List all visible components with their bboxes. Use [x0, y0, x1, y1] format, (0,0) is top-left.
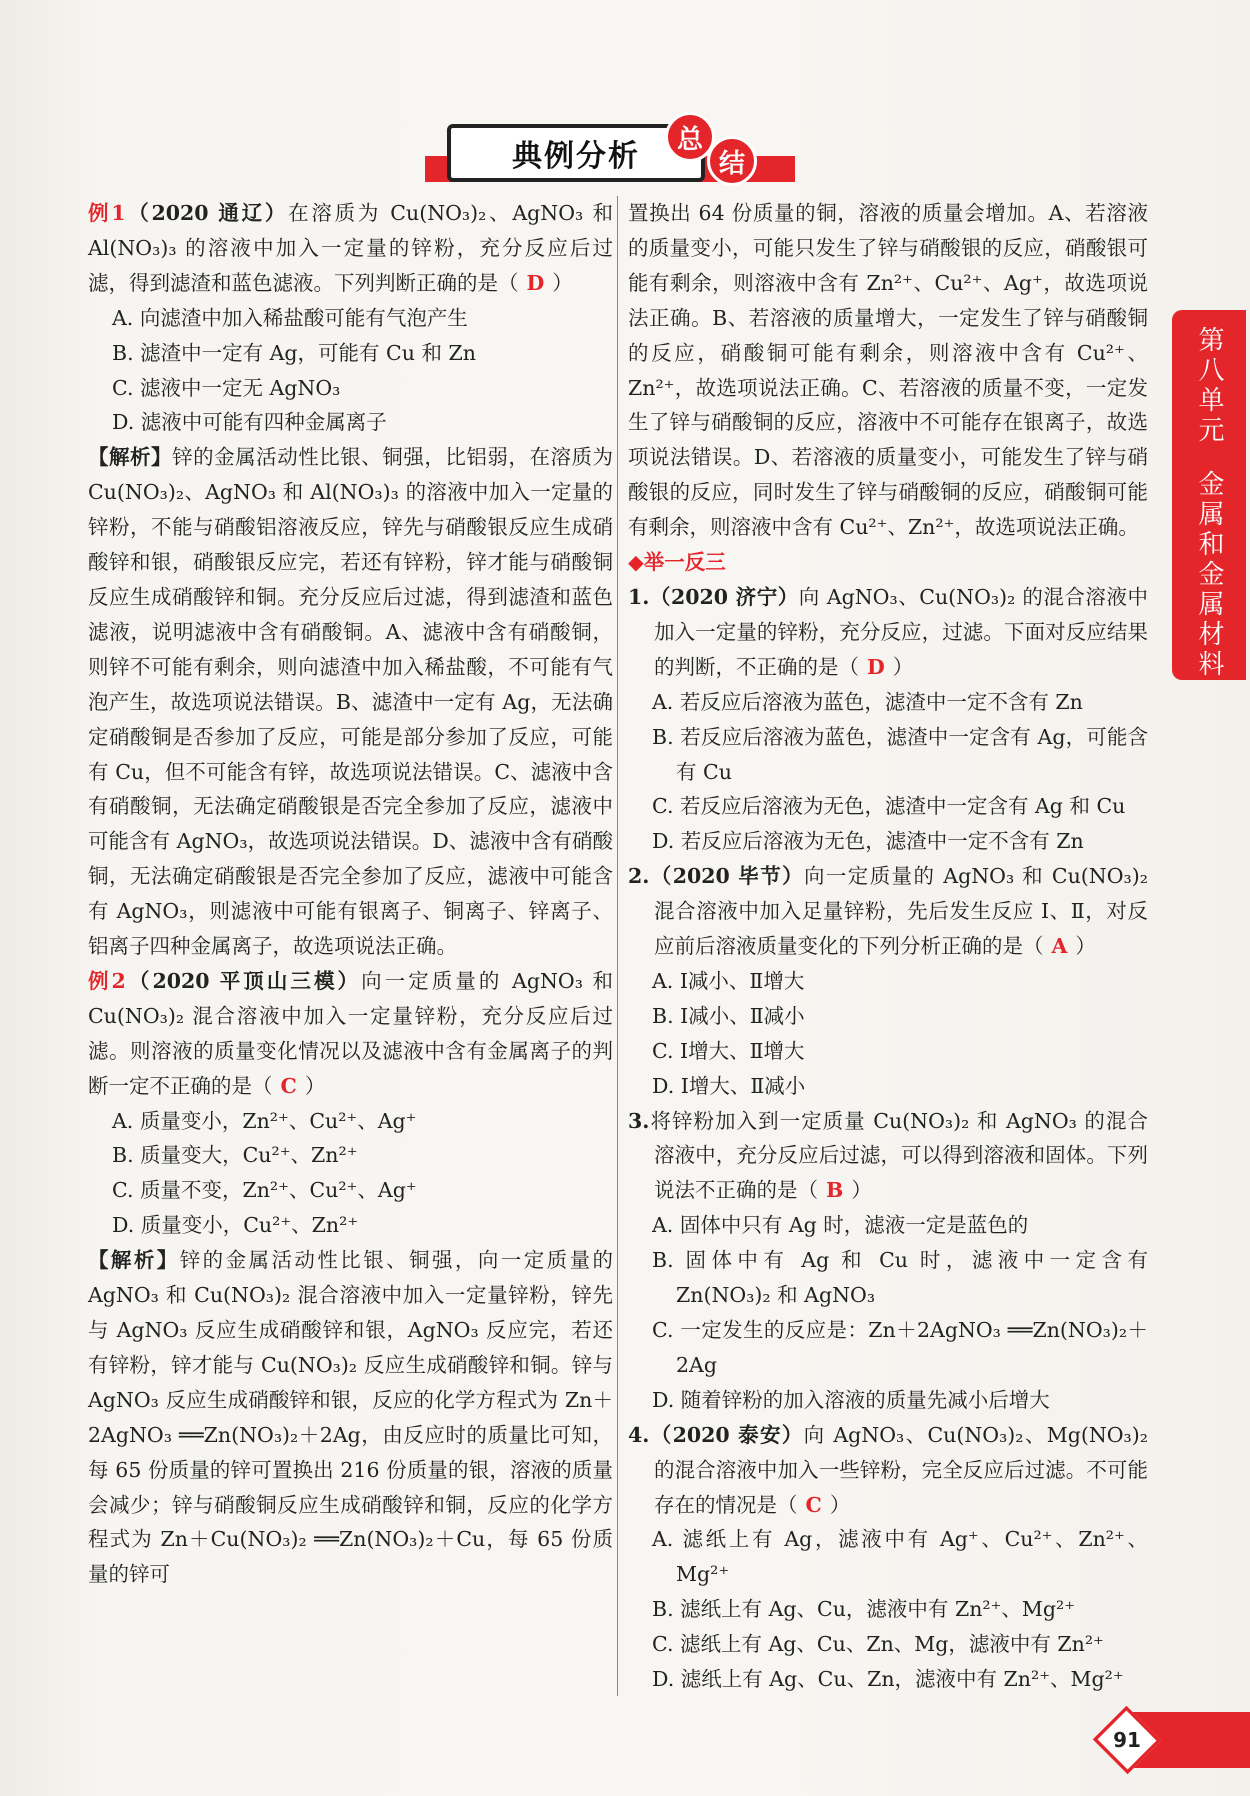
question-1-option-b: B. 若反应后溶液为蓝色，滤渣中一定含有 Ag，可能含有 Cu — [652, 724, 1148, 784]
question-3-stem — [628, 1104, 1148, 1209]
question-3-number: 3. — [628, 1108, 650, 1133]
example-2-source: （2020 平顶山三模） — [125, 968, 362, 993]
question-3-option-c: C. 一定发生的反应是：Zn＋2AgNO₃ ══Zn(NO₃)₂＋2Ag — [652, 1318, 1148, 1377]
example-1-option-b: B. 滤渣中一定有 Ag，可能有 Cu 和 Zn — [112, 340, 476, 365]
question-3-option-d: D. 随着锌粉的加入溶液的质量先减小后增大 — [652, 1387, 1050, 1412]
example-2-analysis-continuation: 置换出 64 份质量的铜，溶液的质量会增加。A、若溶液的质量变小，可能只发生了锌与硝酸银的反应，硝酸银可能有剩余，则溶液中含有 Zn²⁺、Cu²⁺、Ag⁺，故选项说法正确。B、若溶液的质量增大，一定发生了锌与硝酸铜的反应，硝酸铜可能有剩余，则溶液中含有 Cu²⁺、Zn²⁺，故选项说法正确。C、若溶液的质量不变，一定发生了锌与硝酸铜的反应，溶液中不可能存在银离子，故选项说法错误。D、若溶液的质量变小，可能发生了锌与硝酸银的反应，同时发生了锌与硝酸铜的反应，硝酸铜可能有剩余，则溶液中含有 Cu²⁺、Zn²⁺，故选项说法正确。 — [628, 201, 1148, 540]
question-4-source: （2020 泰安） — [649, 1422, 804, 1447]
example-2-answer: C — [280, 1073, 297, 1098]
question-4-stem — [628, 1418, 1148, 1523]
question-3-text: 将锌粉加入到一定质量 Cu(NO₃)₂ 和 AgNO₃ 的混合溶液中，充分反应后过滤，可以得到溶液和固体。下列说法不正确的是（ — [649, 1108, 1148, 1203]
question-2-source: （2020 毕节） — [649, 864, 804, 889]
question-4-stem-end: ） — [829, 1492, 851, 1517]
example-2-stem-end: ） — [304, 1073, 326, 1098]
question-3-option-b: B. 固体中有 Ag 和 Cu 时，滤液中一定含有 Zn(NO₃)₂ 和 AgNO₃ — [652, 1248, 1148, 1308]
question-4-text: 向 AgNO₃、Cu(NO₃)₂、Mg(NO₃)₂ 的混合溶液中加入一些锌粉，完全反应后过滤。不可能存在的情况是（ — [654, 1422, 1148, 1517]
practice-section-title: ◆举一反三 — [628, 550, 726, 575]
section-banner — [425, 118, 795, 186]
question-2-stem — [628, 859, 1148, 964]
question-1-stem — [628, 580, 1148, 685]
question-1-stem-end: ） — [892, 654, 914, 679]
question-4-option-a: A. 滤纸上有 Ag，滤液中有 Ag⁺、Cu²⁺、Zn²⁺、Mg²⁺ — [652, 1527, 1148, 1587]
example-1-option-d: D. 滤液中可能有四种金属离子 — [112, 410, 387, 435]
question-2-answer: A — [1051, 934, 1068, 959]
side-tab-unit: 第八单元 — [1194, 326, 1224, 446]
example-1-analysis — [88, 440, 613, 964]
example-1-option-a: A. 向滤渣中加入稀盐酸可能有气泡产生 — [112, 305, 468, 330]
question-1-text: 向 AgNO₃、Cu(NO₃)₂ 的混合溶液中加入一定量的锌粉，充分反应，过滤。下面对反应结果的判断，不正确的是（ — [654, 584, 1148, 679]
question-4-option-b: B. 滤纸上有 Ag、Cu，滤液中有 Zn²⁺、Mg²⁺ — [652, 1597, 1076, 1622]
example-1-stem-end: ） — [552, 270, 573, 295]
example-1-label: 例1 — [88, 201, 126, 225]
question-1-number: 1. — [628, 584, 650, 609]
question-4-option-d: D. 滤纸上有 Ag、Cu、Zn，滤液中有 Zn²⁺、Mg²⁺ — [652, 1667, 1124, 1692]
example-1-analysis-label: 【解析】 — [88, 445, 173, 470]
example-2-label: 例2 — [88, 968, 126, 993]
example-2-stem — [88, 964, 613, 1104]
question-4-number: 4. — [628, 1422, 650, 1447]
example-1-question: 在溶质为 Cu(NO₃)₂、AgNO₃ 和 Al(NO₃)₃ 的溶液中加入一定量的锌粉，充分反应后过滤，得到滤渣和蓝色滤液。下列判断正确的是（ — [88, 201, 613, 295]
example-2-analysis-label: 【解析】 — [88, 1248, 180, 1273]
question-3-stem-end: ） — [851, 1178, 872, 1203]
question-4-answer: C — [805, 1492, 822, 1517]
example-2-option-c: C. 质量不变，Zn²⁺、Cu²⁺、Ag⁺ — [112, 1178, 417, 1203]
example-2-option-d: D. 质量变小，Cu²⁺、Zn²⁺ — [112, 1213, 359, 1238]
question-4-option-c: C. 滤纸上有 Ag、Cu、Zn、Mg，滤液中有 Zn²⁺ — [652, 1632, 1104, 1657]
side-tab-topic: 金属和金属材料 — [1194, 470, 1224, 680]
example-1-stem — [88, 196, 613, 301]
question-1-option-d: D. 若反应后溶液为无色，滤渣中一定不含有 Zn — [652, 829, 1084, 854]
example-1-source: （2020 通辽） — [125, 201, 289, 225]
example-2-analysis — [88, 1243, 613, 1592]
page-number: 91 — [1113, 1728, 1141, 1752]
question-1-option-a: A. 若反应后溶液为蓝色，滤渣中一定不含有 Zn — [652, 689, 1083, 714]
question-2-number: 2. — [628, 864, 650, 889]
question-1-answer: D — [867, 654, 885, 679]
right-column — [628, 196, 1148, 1697]
banner-badge-zong: 总 — [665, 112, 715, 162]
left-column — [88, 196, 613, 1592]
example-2-option-b: B. 质量变大，Cu²⁺、Zn²⁺ — [112, 1143, 358, 1168]
question-2-option-a: A. Ⅰ减小、Ⅱ增大 — [652, 968, 805, 993]
banner-badge-jie: 结 — [707, 136, 757, 186]
example-1-answer: D — [526, 270, 545, 295]
question-2-stem-end: ） — [1075, 934, 1096, 959]
question-2-option-d: D. Ⅰ增大、Ⅱ减小 — [652, 1073, 806, 1098]
question-3-answer: B — [826, 1178, 844, 1203]
question-1-option-c: C. 若反应后溶液为无色，滤渣中一定含有 Ag 和 Cu — [652, 794, 1126, 819]
example-2-question: 向一定质量的 AgNO₃ 和 Cu(NO₃)₂ 混合溶液中加入一定量锌粉，充分反应后过滤。则溶液的质量变化情况以及滤液中含有金属离子的判断一定不正确的是（ — [88, 968, 613, 1098]
question-2-option-c: C. Ⅰ增大、Ⅱ增大 — [652, 1038, 805, 1063]
banner-title: 典例分析 — [447, 124, 705, 182]
question-3-option-a: A. 固体中只有 Ag 时，滤液一定是蓝色的 — [652, 1213, 1029, 1238]
chapter-side-tab — [1172, 310, 1246, 680]
question-2-option-b: B. Ⅰ减小、Ⅱ减小 — [652, 1003, 805, 1028]
example-1-analysis-text: 锌的金属活动性比银、铜强，比铝弱，在溶质为 Cu(NO₃)₂、AgNO₃ 和 Al(NO₃)₃ 的溶液中加入一定量的锌粉，不能与硝酸铝溶液反应，锌先与硝酸银反应生成硝酸锌和银，硝酸银反应完，若还有锌粉，锌才能与硝酸铜反应生成硝酸锌和铜。充分反应后过滤，得到滤渣和蓝色滤液，说明滤液中含有硝酸铜。A、滤液中含有硝酸铜，则锌不可能有剩余，则向滤渣中加入稀盐酸，不可能有气泡产生，故选项说法错误。B、滤渣中一定有 Ag，无法确定硝酸铜是否参加了反应，可能是部分参加了反应，可能有 Cu，但不可能含有锌，故选项说法错误。C、滤液中含有硝酸铜，无法确定硝酸银是否完全参加了反应，滤液中可能含有 AgNO₃，故选项说法错误。D、滤液中含有硝酸铜，无法确定硝酸银是否完全参加了反应，滤液中可能含有 AgNO₃，则滤液中可能有银离子、铜离子、锌离子、铝离子四种金属离子，故选项说法正确。 — [88, 445, 614, 959]
example-1-option-c: C. 滤液中一定无 AgNO₃ — [112, 375, 341, 400]
question-2-text: 向一定质量的 AgNO₃ 和 Cu(NO₃)₂ 混合溶液中加入足量锌粉，先后发生反应 Ⅰ、Ⅱ，对反应前后溶液质量变化的下列分析正确的是（ — [654, 864, 1148, 959]
column-divider — [617, 196, 618, 1696]
question-1-source: （2020 济宁） — [649, 584, 799, 609]
example-2-analysis-text: 锌的金属活动性比银、铜强，向一定质量的 AgNO₃ 和 Cu(NO₃)₂ 混合溶液中加入一定量锌粉，锌先与 AgNO₃ 反应生成硝酸锌和银，AgNO₃ 反应完，若还有锌粉，锌才能与 Cu(NO₃)₂ 反应生成硝酸锌和铜。锌与 AgNO₃ 反应生成硝酸锌和银，反应的化学方程式为 Zn＋2AgNO₃ ══Zn(NO₃)₂＋2Ag，由反应时的质量比可知，每 65 份质量的锌可置换出 216 份质量的银，溶液的质量会减少；锌与硝酸铜反应生成硝酸锌和铜，反应的化学方程式为 Zn＋Cu(NO₃)₂ ══Zn(NO₃)₂＋Cu，每 65 份质量的锌可 — [88, 1248, 614, 1587]
example-2-option-a: A. 质量变小，Zn²⁺、Cu²⁺、Ag⁺ — [112, 1108, 417, 1133]
